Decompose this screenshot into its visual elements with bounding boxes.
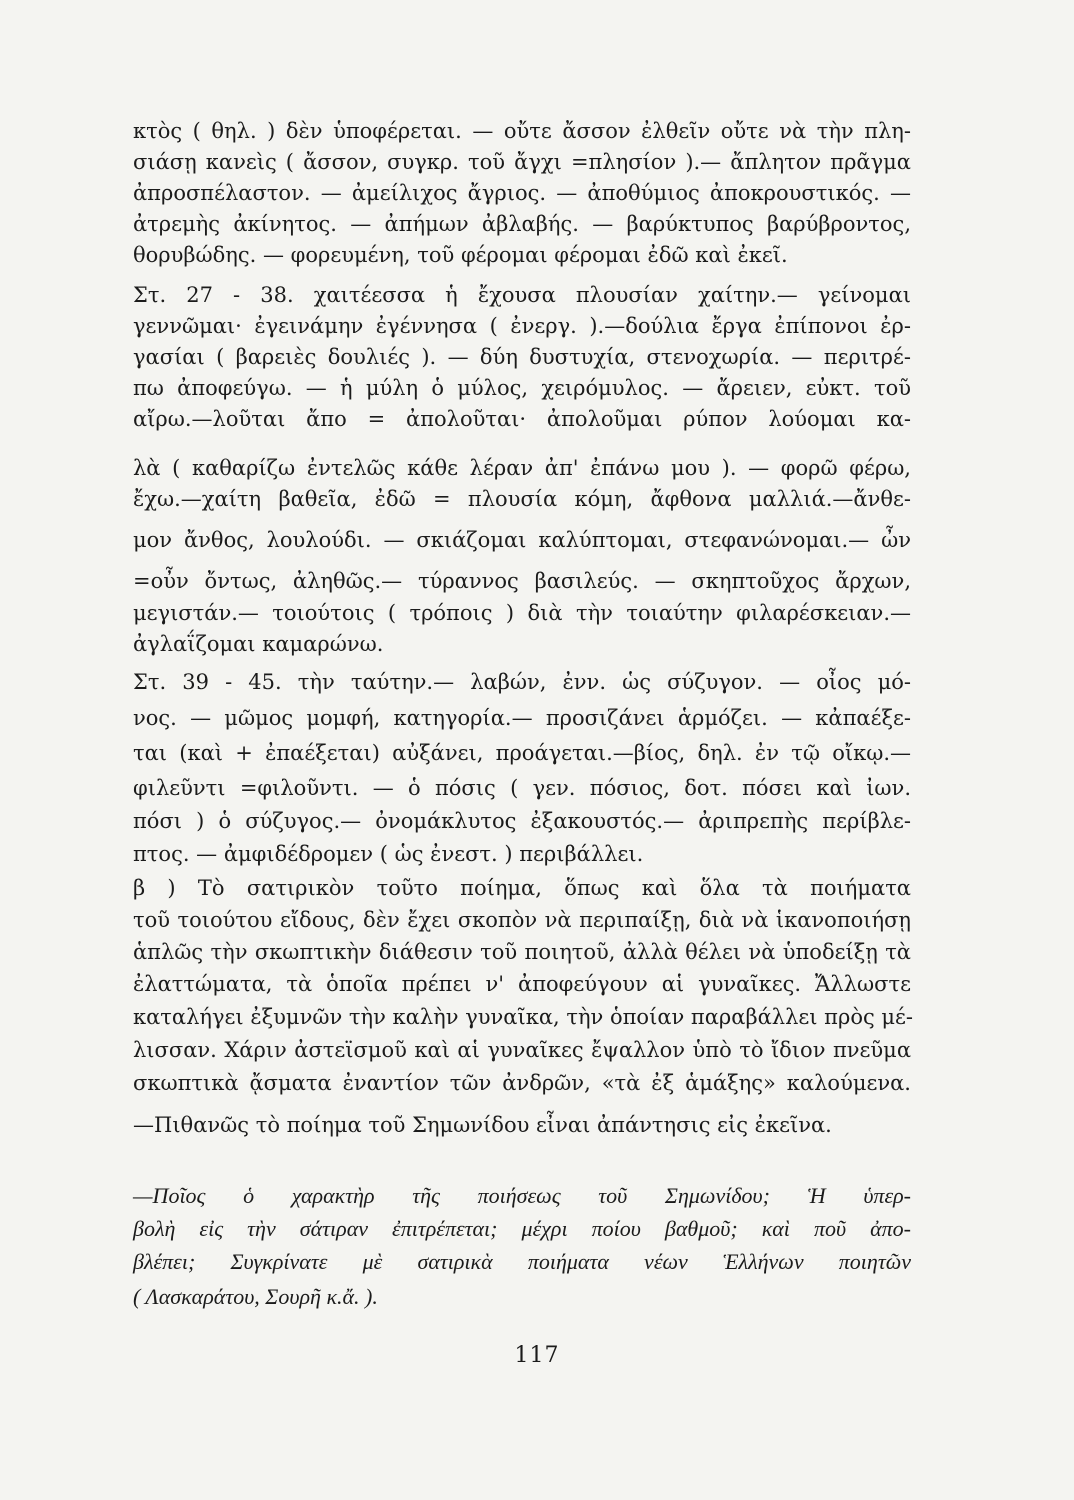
text-line: αἴρω.—λοῦται ἄπο = ἀπολοῦται· ἀπολοῦμαι ρύπον λούομαι κα-: [133, 407, 911, 431]
text-line: γασίαι ( βαρειὲς δουλιές ). — δύη δυστυχία, στενοχωρία. — περιτρέ-: [133, 345, 911, 369]
text-line: σιάσῃ κανεὶς ( ἄσσον, συγκρ. τοῦ ἄγχι =πλησίον ).— ἄπλητον πρᾶγμα: [133, 150, 911, 174]
question-line: —Ποῖος ὁ χαρακτὴρ τῆς ποιήσεως τοῦ Σημωνίδου; Ἡ ὑπερ-: [133, 1183, 911, 1208]
text-line: Στ. 39 - 45. τὴν ταύτην.— λαβών, ἐνν. ὡς σύζυγον. — οἶος μό-: [133, 670, 911, 694]
page-number: 117: [514, 1343, 560, 1368]
text-line: μεγιστάν.— τοιούτοις ( τρόποις ) διὰ τὴν τοιαύτην φιλαρέσκειαν.—: [133, 601, 911, 625]
text-line: κτὸς ( θηλ. ) δὲν ὑποφέρεται. — οὔτε ἄσσον ἐλθεῖν οὔτε νὰ τὴν πλη-: [133, 119, 911, 143]
text-line: πόσι ) ὁ σύζυγος.— ὀνομάκλυτος ἐξακουστός.— ἀριπρεπὴς περίβλε-: [133, 809, 911, 833]
text-line: θορυβώδης. — φορευμένη, τοῦ φέρομαι φέρομαι ἐδῶ καὶ ἐκεῖ.: [133, 243, 788, 267]
text-line: ἔχω.—χαίτη βαθεῖα, ἐδῶ = πλουσία κόμη, ἄφθονα μαλλιά.—ἄνθε-: [133, 487, 911, 511]
text-line: =οὖν ὄντως, ἀληθῶς.— τύραννος βασιλεύς. — σκηπτοῦχος ἄρχων,: [133, 569, 911, 593]
text-line: ἀπροσπέλαστον. — ἀμείλιχος ἄγριος. — ἀποθύμιος ἀποκρουστικός. —: [133, 181, 911, 205]
text-line: μον ἄνθος, λουλούδι. — σκιάζομαι καλύπτομαι, στεφανώνομαι.— ὦν: [133, 528, 911, 552]
text-line: ἀτρεμὴς ἀκίνητος. — ἀπήμων ἀβλαβής. — βαρύκτυπος βαρύβροντος,: [133, 212, 911, 236]
text-line: πτος. — ἀμφιδέδρομεν ( ὡς ἐνεστ. ) περιβάλλει.: [133, 842, 644, 866]
text-line: πω ἀποφεύγω. — ἡ μύλη ὁ μύλος, χειρόμυλος. — ἄρειεν, εὐκτ. τοῦ: [133, 376, 911, 400]
text-line: β ) Τὸ σατιρικὸν τοῦτο ποίημα, ὅπως καὶ ὅλα τὰ ποιήματα: [133, 876, 911, 900]
text-line: τοῦ τοιούτου εἴδους, δὲν ἔχει σκοπὸν νὰ περιπαίξῃ, διὰ νὰ ἱκανοποιήσῃ: [133, 908, 911, 932]
text-line: ται (καὶ + ἐπαέξεται) αὐξάνει, προάγεται.—βίος, δηλ. ἐν τῷ οἴκῳ.—: [133, 741, 911, 765]
text-line: γεννῶμαι· ἐγεινάμην ἐγέννησα ( ἐνεργ. ).—δούλια ἔργα ἐπίπονοι ἐρ-: [133, 314, 911, 338]
text-line: σκωπτικὰ ᾄσματα ἐναντίον τῶν ἀνδρῶν, «τὰ ἐξ ἁμάξης» καλούμενα.: [133, 1071, 911, 1095]
text-line: ἐλαττώματα, τὰ ὁποῖα πρέπει ν' ἀποφεύγουν αἱ γυναῖκες. Ἄλλωστε: [133, 972, 911, 996]
question-line: βολὴ εἰς τὴν σάτιραν ἐπιτρέπεται; μέχρι ποίου βαθμοῦ; καὶ ποῦ ἀπο-: [133, 1216, 911, 1241]
text-line: λισσαν. Χάριν ἀστεϊσμοῦ καὶ αἱ γυναῖκες ἔψαλλον ὑπὸ τὸ ἴδιον πνεῦμα: [133, 1038, 911, 1062]
text-line: Στ. 27 - 38. χαιτέεσσα ἡ ἔχουσα πλουσίαν χαίτην.— γείνομαι: [133, 283, 911, 307]
text-line: λὰ ( καθαρίζω ἐντελῶς κάθε λέραν ἀπ' ἐπάνω μου ). — φορῶ φέρω,: [133, 456, 911, 480]
question-line: ( Λασκαράτου, Σουρῆ κ.ἄ. ).: [133, 1284, 378, 1309]
text-line: καταλήγει ἐξυμνῶν τὴν καλὴν γυναῖκα, τὴν ὁποίαν παραβάλλει πρὸς μέ-: [133, 1005, 914, 1029]
text-line: —Πιθανῶς τὸ ποίημα τοῦ Σημωνίδου εἶναι ἀπάντησις εἰς ἐκεῖνα.: [133, 1113, 832, 1137]
text-line: φιλεῦντι =φιλοῦντι. — ὁ πόσις ( γεν. πόσιος, δοτ. πόσει καὶ ἰων.: [133, 776, 911, 800]
question-line: βλέπει; Συγκρίνατε μὲ σατιρικὰ ποιήματα νέων Ἑλλήνων ποιητῶν: [133, 1249, 911, 1274]
text-line: ἁπλῶς τὴν σκωπτικὴν διάθεσιν τοῦ ποιητοῦ, ἀλλὰ θέλει νὰ ὑποδείξῃ τὰ: [133, 940, 911, 964]
text-line: ἀγλαΐζομαι καμαρώνω.: [133, 632, 384, 656]
text-line: νος. — μῶμος μομφή, κατηγορία.— προσιζάνει ἁρμόζει. — κἀπαέξε-: [133, 706, 911, 730]
